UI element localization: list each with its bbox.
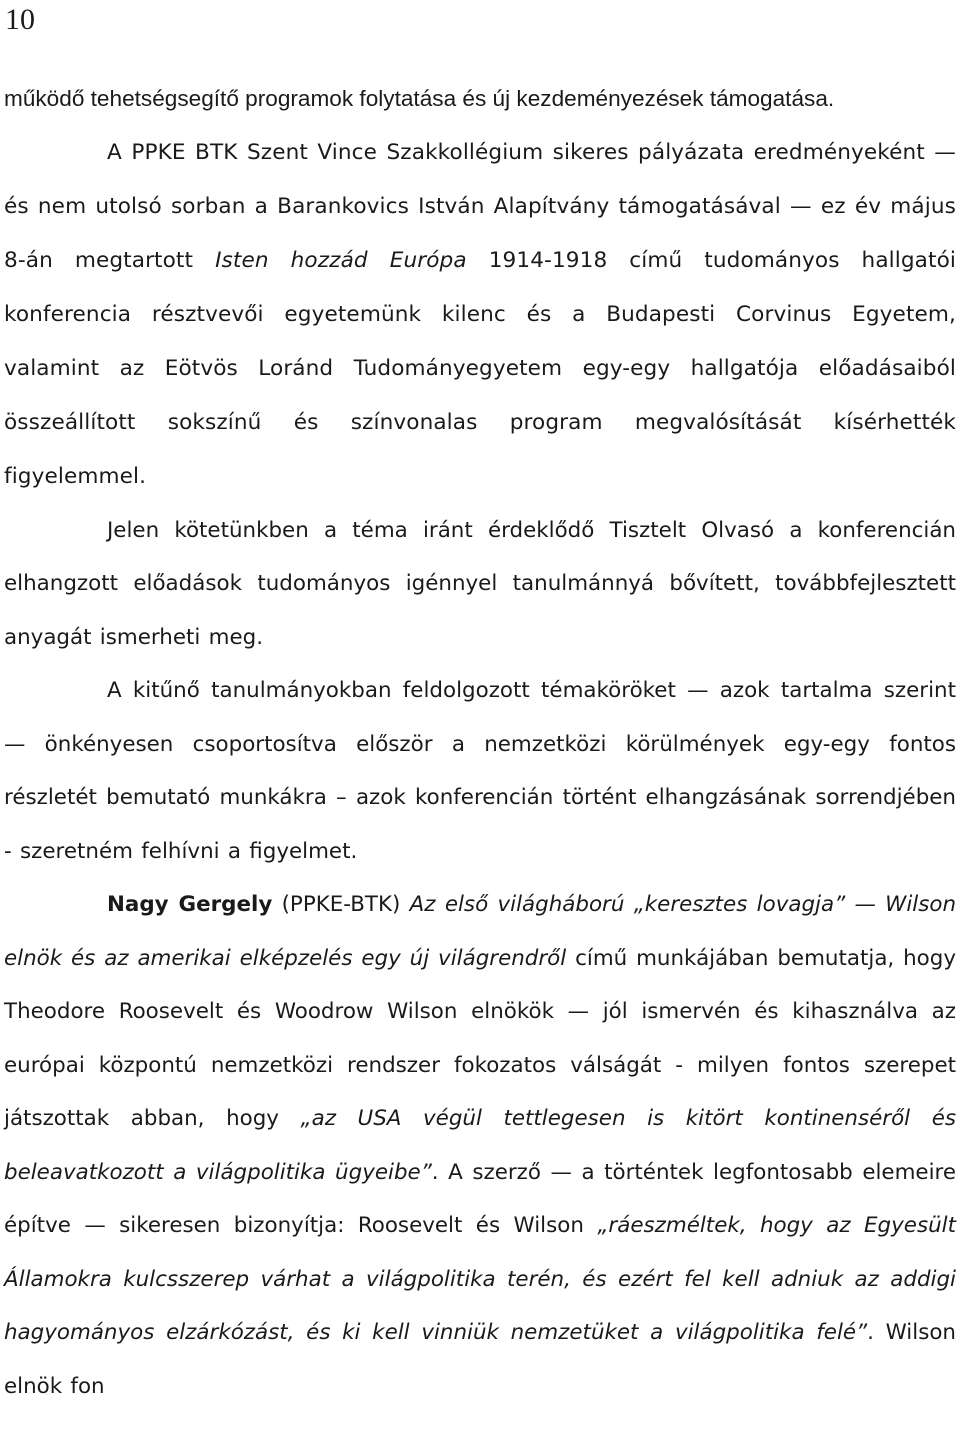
- paragraph-nagy-gergely: [4, 878, 956, 1413]
- study-text-2: . A szerző — a történtek legfontosabb elemeire építve — sikeresen bizonyítja: Roosevelt és Wilson: [4, 1159, 957, 1238]
- study-text-3: . Wilson elnök fon: [4, 1320, 956, 1399]
- paragraph-topics: A kitűnő tanulmányokban feldolgozott témaköröket — azok tartalma szerint — önkényesen csoportosítva először a nemzetközi körülmények egy-egy fontos részletét bemutató munkákra – azok konferencián történt elhangzásának sorrendjében - szeretném felhívni a figyelmet.: [4, 678, 956, 864]
- quote-2: „ráeszméltek, hogy az Egyesült Államokra kulcsszerep várhat a világpolitika terén, és ezért fel kell adniuk az addigi hagyományos elzárkózást, és ki kell vinniük nemzetüket a világpolitika felé”: [4, 1213, 956, 1345]
- study-text-1: című munkájában bemutatja, hogy Theodore Roosevelt és Woodrow Wilson elnökök — jól ismervén és kihasználva az európai központú nemzetközi rendszer fokozatos válságát - milyen fontos szerepet játszottak abban, hogy: [4, 945, 956, 1131]
- paragraph-volume: Jelen kötetünkben a téma iránt érdeklődő Tisztelt Olvasó a konferencián elhangzott előadások tudományos igénnyel tanulmánnyá bővített, továbbfejlesztett anyagát ismerheti meg.: [4, 517, 956, 650]
- conference-text-start: A PPKE BTK Szent Vince Szakkollégium sikeres pályázata eredményeként — és nem utolsó sorban a Barankovics István Alapítvány támogatásával — ez év május 8-án megtartott: [4, 139, 956, 273]
- quote-1: „az USA végül tettlegesen is kitört kontinenséről és beleavatkozott a világpolitika ügyeibe”: [4, 1106, 956, 1185]
- author-name: Nagy Gergely: [107, 892, 273, 917]
- paragraph-conference: [4, 126, 956, 504]
- body-text: [4, 72, 956, 1413]
- author-affiliation: (PPKE-BTK): [272, 892, 410, 917]
- study-title: Az első világháború „keresztes lovagja” — Wilson elnök és az amerikai elképzelés egy új világrendről: [4, 892, 957, 971]
- conference-text-end: 1914-1918 című tudományos hallgatói konferencia résztvevői egyetemünk kilenc és a Budapesti Corvinus Egyetem, valamint az Eötvös Loránd Tudományegyetem egy-egy hallgatója előadásaiból összeállított sokszínű és színvonalas program megvalósítását kísérhették figyelemmel.: [4, 247, 956, 489]
- conference-title: Isten hozzád Európa: [215, 247, 467, 273]
- paragraph-continuation: működő tehetségsegítő programok folytatása és új kezdeményezések támogatása.: [4, 86, 835, 111]
- page-number: 10: [5, 3, 35, 36]
